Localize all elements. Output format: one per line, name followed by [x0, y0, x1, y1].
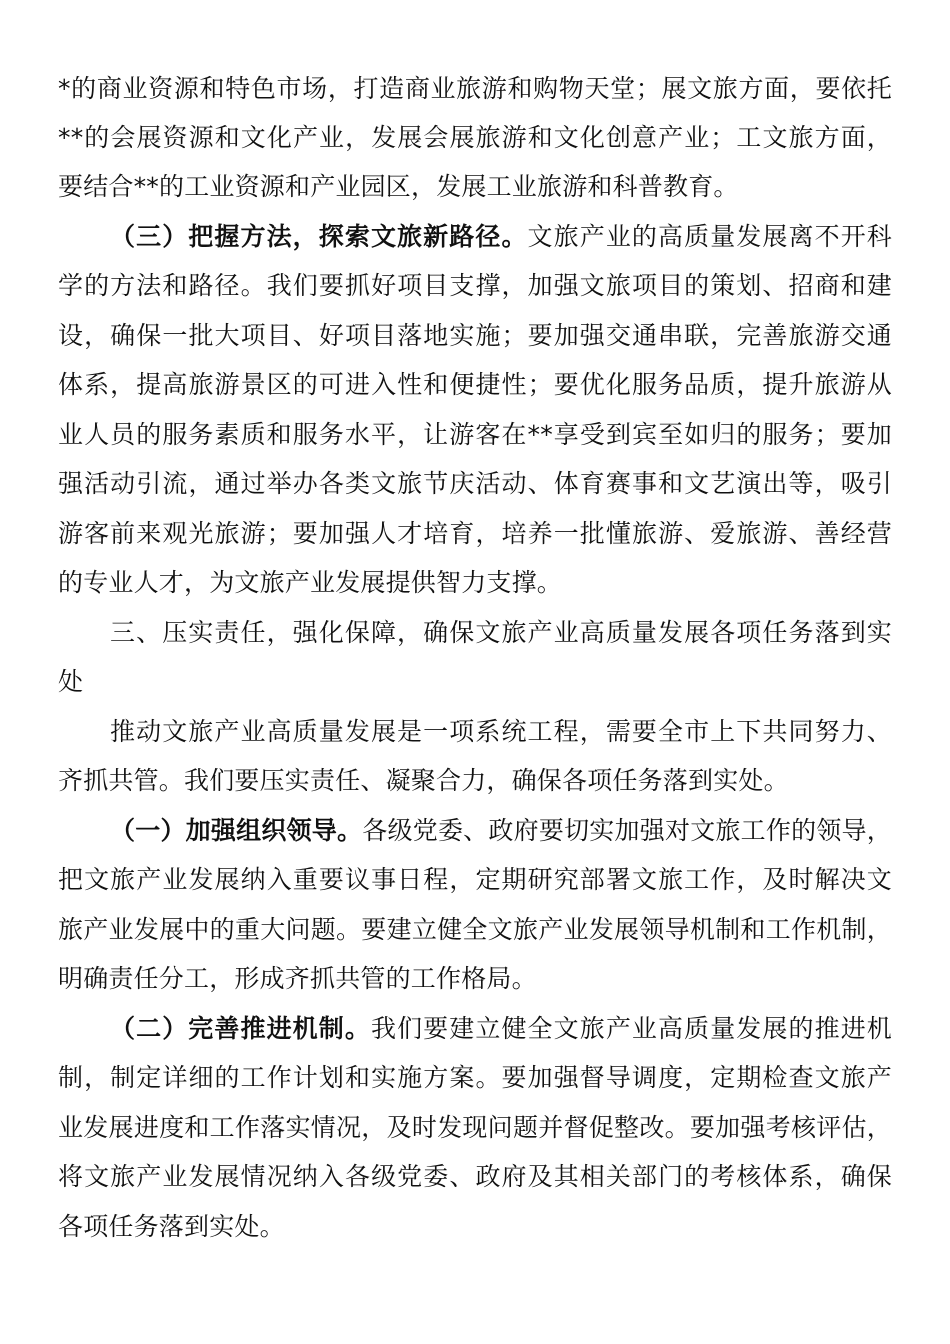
text-line: 齐抓共管。我们要压实责任、凝聚合力，确保各项任务落到实处。 [58, 766, 789, 795]
text-line: *的商业资源和特色市场，打造商业旅游和购物天堂；展文旅方面，要依托 [58, 74, 892, 103]
section-text: 文旅产业的高质量发展离不开科 [527, 222, 892, 251]
section-text: 我们要建立健全文旅产业高质量发展的推进机 [370, 1014, 892, 1043]
text-line: 明确责任分工，形成齐抓共管的工作格局。 [58, 964, 537, 993]
text-line: 要结合**的工业资源和产业园区，发展工业旅游和科普教育。 [58, 172, 739, 201]
text-line: 强活动引流，通过举办各类文旅节庆活动、体育赛事和文艺演出等，吸引 [58, 469, 892, 498]
chapter-heading: 三、压实责任，强化保障，确保文旅产业高质量发展各项任务落到实 [110, 618, 892, 647]
section-text: 各级党委、政府要切实加强对文旅工作的领导， [362, 816, 892, 845]
text-line: 游客前来观光旅游；要加强人才培育，培养一批懂旅游、爱旅游、善经营 [58, 519, 892, 548]
text-line: 设，确保一批大项目、好项目落地实施；要加强交通串联，完善旅游交通 [58, 321, 892, 350]
text-line: 把文旅产业发展纳入重要议事日程，定期研究部署文旅工作，及时解决文 [58, 865, 892, 894]
section-heading: （三）把握方法，探索文旅新路径。 [110, 222, 528, 251]
section-1-heading-line [110, 812, 892, 852]
section-heading: （二）完善推进机制。 [110, 1014, 371, 1043]
text-line: **的会展资源和文化产业，发展会展旅游和文化创意产业；工文旅方面， [58, 123, 892, 152]
text-line: 推动文旅产业高质量发展是一项系统工程，需要全市上下共同努力、 [110, 717, 892, 746]
text-line: 将文旅产业发展情况纳入各级党委、政府及其相关部门的考核体系，确保 [58, 1162, 892, 1191]
text-line: 的专业人才，为文旅产业发展提供智力支撑。 [58, 568, 563, 597]
text-line: 各项任务落到实处。 [58, 1212, 285, 1241]
text-line: 制，制定详细的工作计划和实施方案。要加强督导调度，定期检查文旅产 [58, 1063, 892, 1092]
section-2-heading-line [110, 1010, 892, 1050]
text-line: 业发展进度和工作落实情况，及时发现问题并督促整改。要加强考核评估， [58, 1113, 892, 1142]
text-line: 体系，提高旅游景区的可进入性和便捷性；要优化服务品质，提升旅游从 [58, 370, 892, 399]
text-line: 学的方法和路径。我们要抓好项目支撑，加强文旅项目的策划、招商和建 [58, 271, 892, 300]
text-line: 旅产业发展中的重大问题。要建立健全文旅产业发展领导机制和工作机制， [58, 915, 892, 944]
chapter-heading-cont: 处 [58, 667, 84, 696]
section-3-heading-line [110, 218, 892, 258]
section-heading: （一）加强组织领导。 [110, 816, 363, 845]
text-line: 业人员的服务素质和服务水平，让游客在**享受到宾至如归的服务；要加 [58, 420, 892, 449]
